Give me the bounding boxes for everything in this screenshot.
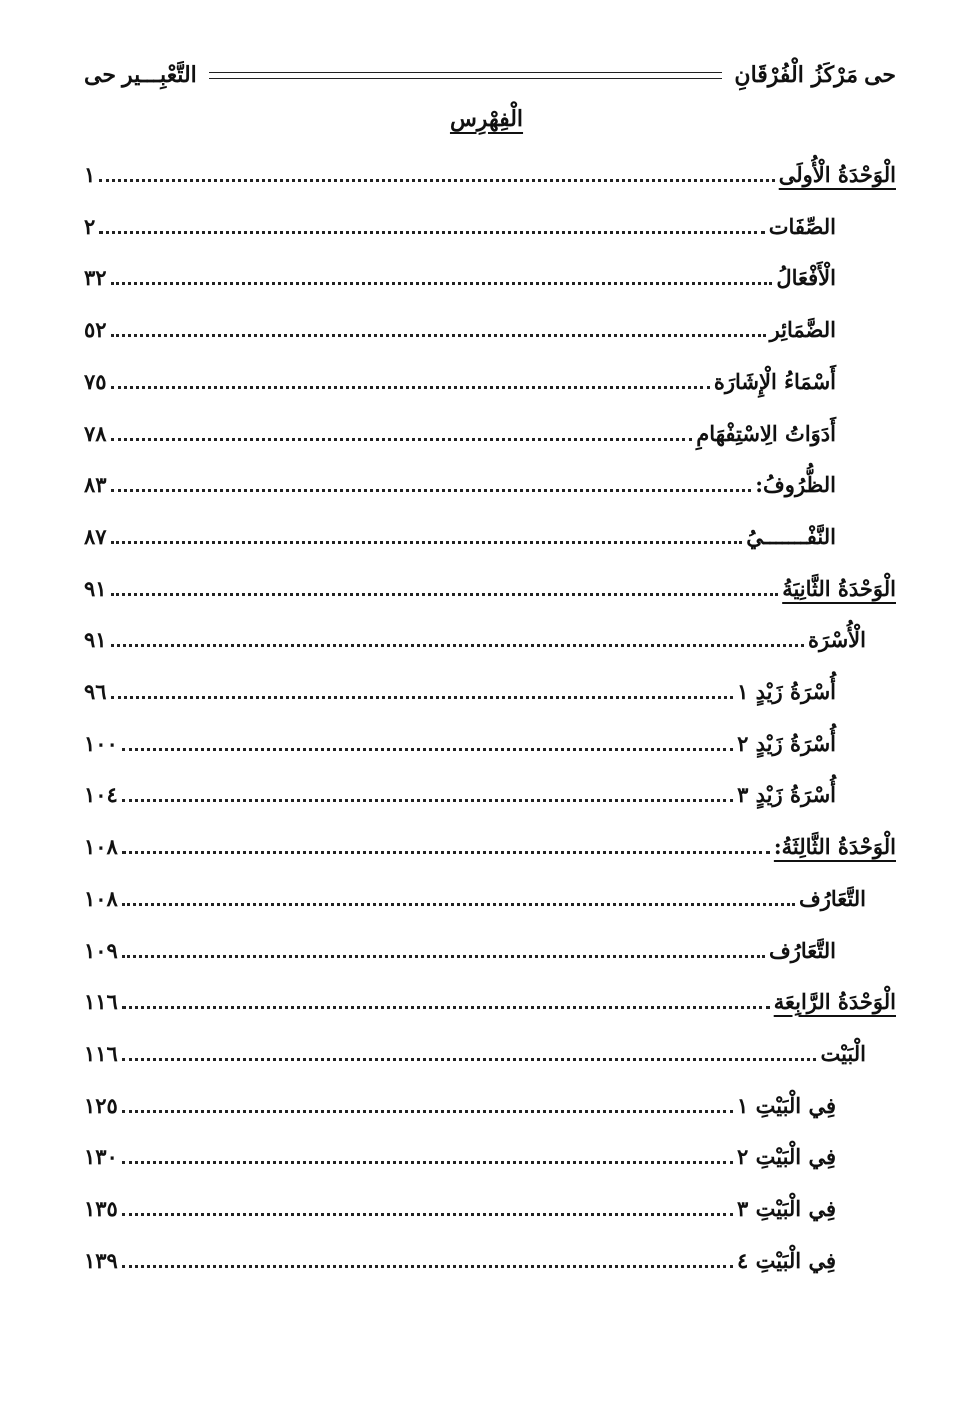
toc-entry-title: الضَّمَائِر — [769, 317, 836, 342]
toc-entry — [84, 1242, 836, 1276]
toc-entry-title: الْوَحْدَةُ الثَّانِيَةُ — [782, 576, 896, 601]
toc-dot-leader — [122, 902, 795, 906]
toc-entry — [84, 673, 836, 707]
toc-dot-leader — [122, 1109, 733, 1113]
toc-dot-leader — [122, 954, 765, 958]
toc-entry — [84, 570, 896, 604]
toc-entry — [84, 880, 866, 914]
page-header — [84, 58, 896, 92]
toc-entry — [84, 311, 836, 345]
toc-dot-leader — [122, 1264, 733, 1268]
ornament-left-icon: ﺣﻰ — [84, 62, 116, 88]
toc-entry-title: أُسْرَةُ زَيْدٍ ٣ — [737, 782, 836, 807]
toc-dot-leader — [122, 1005, 770, 1009]
toc-entry — [84, 259, 836, 293]
toc-dot-leader — [111, 540, 743, 544]
toc-dot-leader — [111, 385, 710, 389]
toc-entry-page-number: ١٠٨ — [84, 886, 118, 911]
toc-entry-title: النَّفْـــــــيُ — [746, 524, 836, 549]
toc-entry-title: التَّعَارُف — [798, 886, 866, 911]
header-subject: التَّعْبِـــير — [121, 62, 197, 88]
ornament-right-icon: ﺣﻰ — [864, 62, 896, 88]
toc-entry — [84, 983, 896, 1017]
toc-dot-leader — [111, 488, 752, 492]
toc-entry-page-number: ٩٦ — [84, 679, 107, 704]
toc-entry-title: أَسْمَاءُ الْإِشَارَة — [713, 369, 836, 394]
header-center-name: مَرْكَزُ الْفُرْقَانِ — [734, 62, 859, 88]
toc-title-text: الْفِهْرِس — [449, 106, 524, 132]
toc-entry — [84, 776, 836, 810]
toc-dot-leader — [111, 281, 773, 285]
toc-entry-title: الظُّرُوفُ: — [755, 472, 836, 497]
toc-dot-leader — [99, 230, 764, 234]
toc-dot-leader — [99, 178, 774, 182]
toc-entry-page-number: ١٠٤ — [84, 782, 118, 807]
toc-entry-page-number: ١٣٩ — [84, 1248, 118, 1273]
toc-entry-page-number: ١ — [84, 162, 96, 187]
toc-entry-page-number: ٣٢ — [84, 265, 107, 290]
toc-entry-title: الْبَيْت — [820, 1041, 866, 1066]
toc-entry-title: الْأُسْرَة — [808, 627, 866, 652]
toc-dot-leader — [122, 1212, 733, 1216]
header-double-rule — [209, 72, 723, 79]
toc-dot-leader — [111, 643, 804, 647]
toc-entry — [84, 621, 866, 655]
toc-entry-page-number: ١١٦ — [84, 1041, 118, 1066]
toc-dot-leader — [122, 798, 733, 802]
toc-dot-leader — [122, 747, 733, 751]
toc-entry-title: الْوَحْدَةُ الْأُولَى — [778, 162, 896, 187]
toc-dot-leader — [122, 1160, 733, 1164]
toc-dot-leader — [122, 850, 770, 854]
toc-entry-page-number: ١٣٠ — [84, 1144, 118, 1169]
toc-entry-page-number: ١٠٨ — [84, 834, 118, 859]
toc-entry-title: أَدَوَاتُ الِاسْتِفْهَامِ — [696, 421, 836, 446]
toc-dot-leader — [111, 592, 779, 596]
toc-entry-page-number: ٨٧ — [84, 524, 107, 549]
toc-entry — [84, 415, 836, 449]
toc-dot-leader — [111, 437, 693, 441]
toc-entry-page-number: ٥٢ — [84, 317, 107, 342]
toc-entry-page-number: ١٠٩ — [84, 938, 118, 963]
toc-entry — [84, 156, 896, 190]
toc-entry-page-number: ٧٥ — [84, 369, 107, 394]
toc-entry — [84, 932, 836, 966]
toc-entry — [84, 1190, 836, 1224]
toc-entry — [84, 466, 836, 500]
toc-dot-leader — [111, 695, 734, 699]
toc-entry-title: أُسْرَةُ زَيْدٍ ١ — [737, 679, 836, 704]
toc-entry-page-number: ١٢٥ — [84, 1093, 118, 1118]
toc-entry-page-number: ٨٣ — [84, 472, 107, 497]
toc-entry-title: الْوَحْدَةُ الرَّابِعَة — [773, 989, 896, 1014]
toc-entry-title: أُسْرَةُ زَيْدٍ ٢ — [737, 731, 836, 756]
toc-entry — [84, 1138, 836, 1172]
toc-dot-leader — [111, 333, 766, 337]
toc-entry-page-number: ٩١ — [84, 576, 107, 601]
toc-entry-title: الْوَحْدَةُ الثَّالِثَةُ: — [773, 834, 896, 859]
toc-entry — [84, 1035, 866, 1069]
toc-entry-title: الصِّفَات — [768, 214, 836, 239]
toc-entry-page-number: ١٣٥ — [84, 1196, 118, 1221]
toc-entry-title: فِي الْبَيْتِ ٣ — [737, 1196, 836, 1221]
toc-entry-page-number: ٢ — [84, 214, 96, 239]
toc-entry-title: فِي الْبَيْتِ ٤ — [737, 1248, 836, 1273]
toc-title — [0, 106, 973, 132]
toc-entry-page-number: ١٠٠ — [84, 731, 118, 756]
toc-entry — [84, 1087, 836, 1121]
toc-entry — [84, 363, 836, 397]
toc-entry — [84, 725, 836, 759]
toc-entry-title: فِي الْبَيْتِ ١ — [737, 1093, 836, 1118]
toc-entry-title: التَّعَارُف — [768, 938, 836, 963]
toc-entry-page-number: ١١٦ — [84, 989, 118, 1014]
toc-entry-title: فِي الْبَيْتِ ٢ — [737, 1144, 836, 1169]
toc-entry-page-number: ٧٨ — [84, 421, 107, 446]
toc-entry — [84, 208, 836, 242]
toc-entry — [84, 828, 896, 862]
toc-entry-title: الْأَفْعَالُ — [776, 265, 836, 290]
toc-dot-leader — [122, 1057, 817, 1061]
toc-entry-page-number: ٩١ — [84, 627, 107, 652]
toc-entry — [84, 518, 836, 552]
